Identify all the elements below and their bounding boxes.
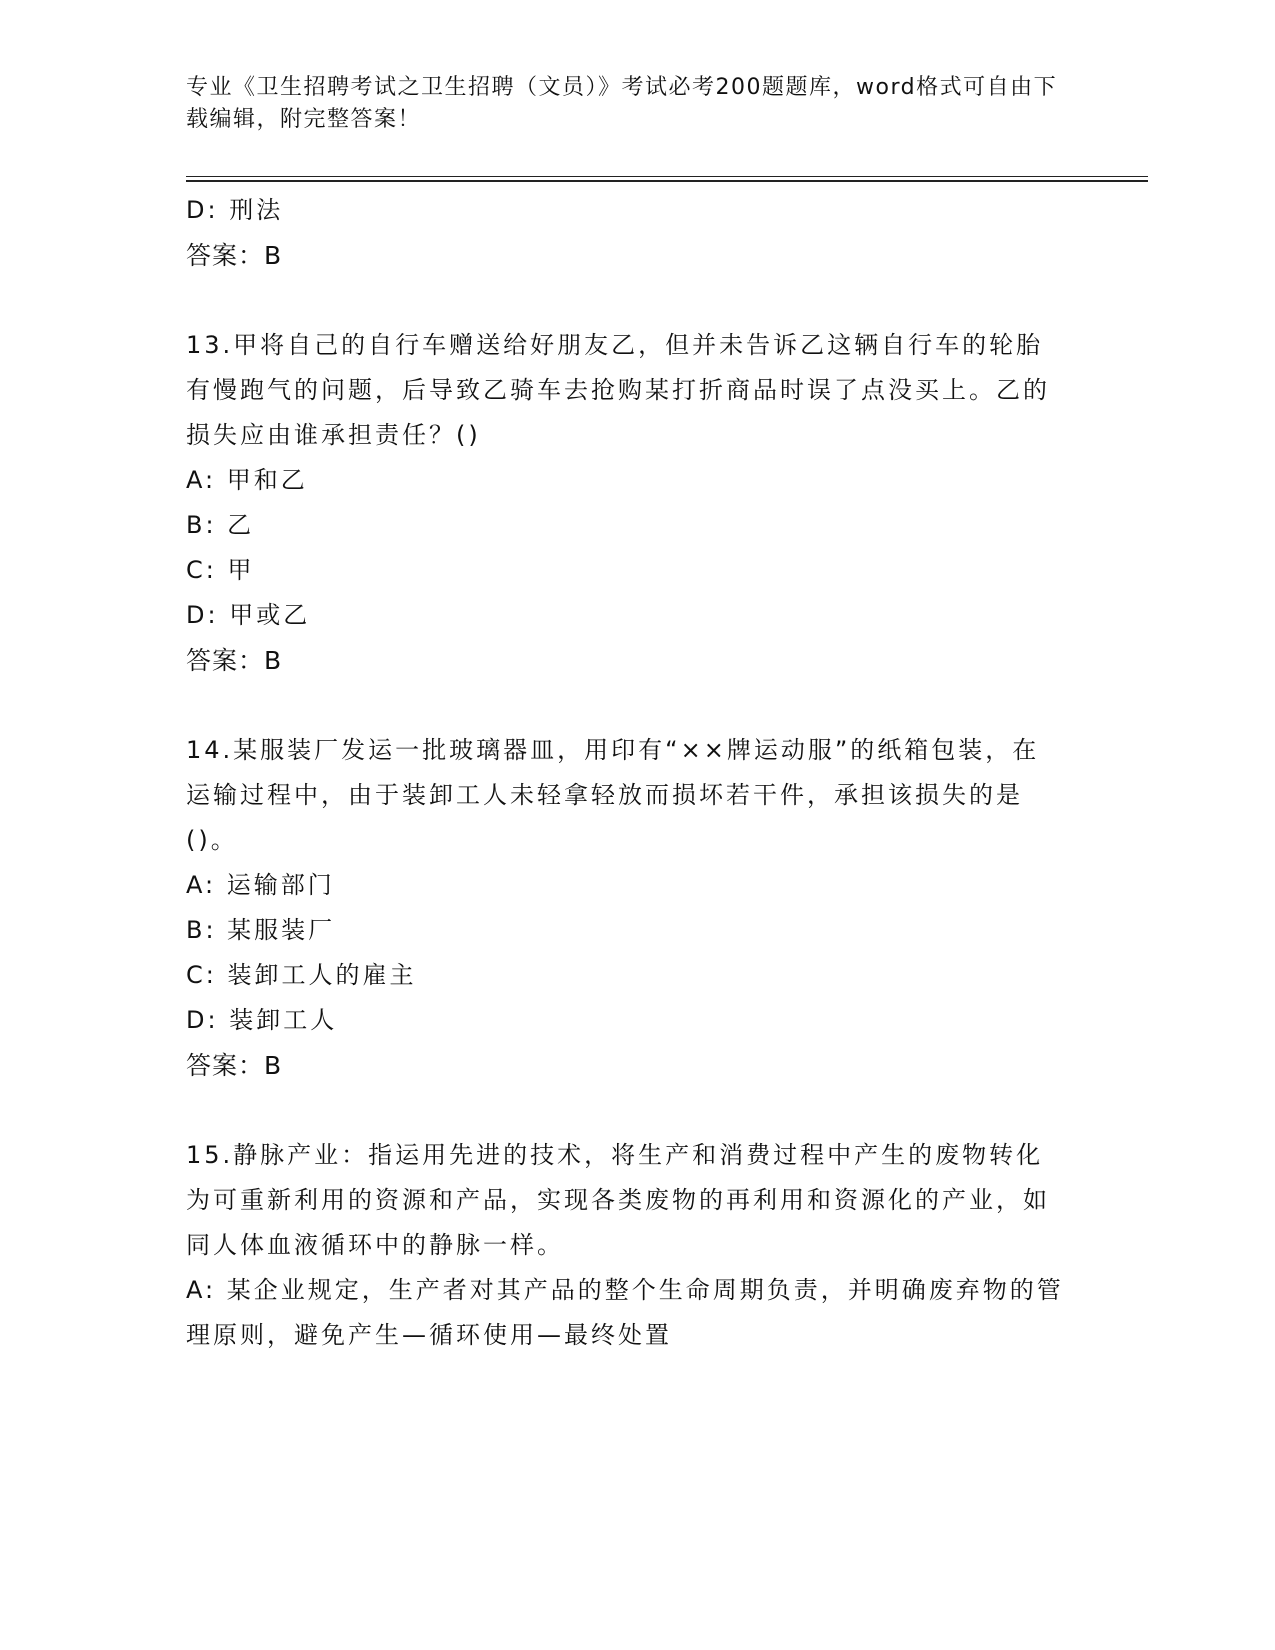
document-body <box>186 188 1066 1358</box>
prev-answer: 答案：B <box>186 241 283 270</box>
option-a: A: 运输部门 <box>186 871 335 899</box>
question-15 <box>186 1133 1066 1358</box>
option-b: B: 某服装厂 <box>186 916 336 944</box>
option-c: C: 甲 <box>186 556 255 584</box>
question-stem: 13.甲将自己的自行车赠送给好朋友乙，但并未告诉乙这辆自行车的轮胎有慢跑气的问题，后导致乙骑车去抢购某打折商品时误了点没买上。乙的损失应由谁承担责任？() <box>186 331 1050 449</box>
header-divider-thin <box>186 176 1148 177</box>
question-13 <box>186 323 1066 683</box>
question-14 <box>186 728 1066 1088</box>
answer: 答案：B <box>186 646 283 675</box>
option-b: B: 乙 <box>186 511 255 539</box>
option-d: D: 装卸工人 <box>186 1006 338 1034</box>
header-divider-thick <box>186 180 1148 182</box>
option-d: D: 甲或乙 <box>186 601 311 629</box>
document-header: 专业《卫生招聘考试之卫生招聘（文员）》考试必考200题题库，word格式可自由下载编辑，附完整答案！ <box>186 75 1058 132</box>
question-stem: 14.某服装厂发运一批玻璃器皿，用印有“××牌运动服”的纸箱包装，在运输过程中，由于装卸工人未轻拿轻放而损坏若干件，承担该损失的是()。 <box>186 736 1040 854</box>
answer: 答案：B <box>186 1051 283 1080</box>
option-c: C: 装卸工人的雇主 <box>186 961 417 989</box>
question-stem: 15.静脉产业：指运用先进的技术，将生产和消费过程中产生的废物转化为可重新利用的资源和产品，实现各类废物的再利用和资源化的产业，如同人体血液循环中的静脉一样。 <box>186 1141 1050 1259</box>
option-a: A: 甲和乙 <box>186 466 308 494</box>
prev-option-d: D: 刑法 <box>186 196 284 224</box>
option-a: A: 某企业规定，生产者对其产品的整个生命周期负责，并明确废弃物的管理原则，避免产生—循环使用—最终处置 <box>186 1276 1064 1349</box>
